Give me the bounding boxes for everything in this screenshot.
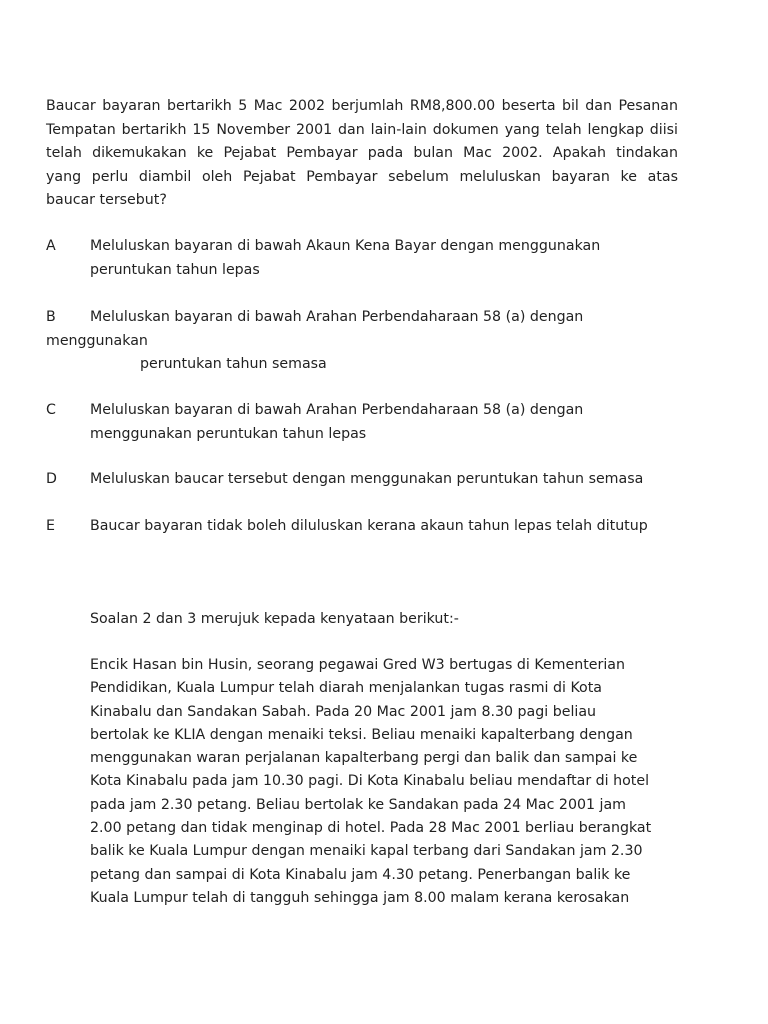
question-stem	[46, 95, 678, 213]
question-line: baucar tersebut?	[46, 192, 167, 208]
question-line: Baucar bayaran bertarikh 5 Mac 2002 berjumlah RM8,800.00 beserta bil dan Pesanan	[46, 98, 678, 114]
question-line: Tempatan bertarikh 15 November 2001 dan lain-lain dokumen yang telah lengkap diisi	[46, 121, 678, 138]
option-line: menggunakan peruntukan tahun lepas	[90, 425, 367, 442]
option-line: peruntukan tahun semasa	[140, 356, 327, 372]
option-text	[90, 468, 643, 492]
passage-line: Kuala Lumpur telah di tangguh sehingga jam 8.00 malam kerana kerosakan	[90, 889, 630, 906]
option-letter: E	[46, 518, 55, 534]
option-line: Meluluskan bayaran di bawah Akaun Kena Bayar dengan menggunakan	[90, 238, 601, 254]
option-letter: A	[46, 238, 56, 254]
passage-line: balik ke Kuala Lumpur dengan menaiki kapal terbang dari Sandakan jam 2.30	[90, 843, 643, 860]
passage-line: 2.00 petang dan tidak menginap di hotel. Pada 28 Mac 2001 berliau berangkat	[90, 820, 652, 837]
passage-line: Kota Kinabalu pada jam 10.30 pagi. Di Kota Kinabalu beliau mendaftar di hotel	[90, 773, 650, 790]
option-line: Meluluskan baucar tersebut dengan menggunakan peruntukan tahun semasa	[90, 471, 644, 487]
option-line: Meluluskan bayaran di bawah Arahan Perbendaharaan 58 (a) dengan	[90, 402, 584, 418]
passage-line: pada jam 2.30 petang. Beliau bertolak ke Sandakan pada 24 Mac 2001 jam	[90, 796, 626, 813]
option-line: peruntukan tahun lepas	[90, 261, 260, 278]
passage-line: Encik Hasan bin Husin, seorang pegawai Gred W3 bertugas di Kementerian	[90, 657, 625, 673]
passage-line: menggunakan waran perjalanan kapalterbang pergi dan balik dan sampai ke	[90, 750, 638, 767]
passage-intro: Soalan 2 dan 3 merujuk kepada kenyataan berikut:-	[90, 611, 459, 627]
option-line: menggunakan	[46, 332, 148, 349]
option-text	[90, 399, 583, 446]
option-line: Meluluskan bayaran di bawah Arahan Perbendaharaan 58 (a) dengan	[90, 309, 584, 325]
passage-line: Kinabalu dan Sandakan Sabah. Pada 20 Mac 2001 jam 8.30 pagi beliau	[90, 703, 597, 720]
option-line: Baucar bayaran tidak boleh diluluskan kerana akaun tahun lepas telah ditutup	[90, 518, 648, 534]
passage-line: bertolak ke KLIA dengan menaiki teksi. Beliau menaiki kapalterbang dengan	[90, 726, 633, 743]
question-line: telah dikemukakan ke Pejabat Pembayar pada bulan Mac 2002. Apakah tindakan	[46, 145, 678, 161]
passage-line: Pendidikan, Kuala Lumpur telah diarah menjalankan tugas rasmi di Kota	[90, 680, 602, 697]
option-text	[90, 235, 600, 282]
option-text	[90, 515, 648, 539]
option-letter: D	[46, 471, 57, 487]
question-line: yang perlu diambil oleh Pejabat Pembayar sebelum meluluskan bayaran ke atas	[46, 168, 678, 185]
passage-text	[90, 654, 670, 910]
passage-line: petang dan sampai di Kota Kinabalu jam 4.30 petang. Penerbangan balik ke	[90, 866, 631, 883]
option-letter: B	[46, 309, 56, 325]
option-letter: C	[46, 402, 56, 418]
